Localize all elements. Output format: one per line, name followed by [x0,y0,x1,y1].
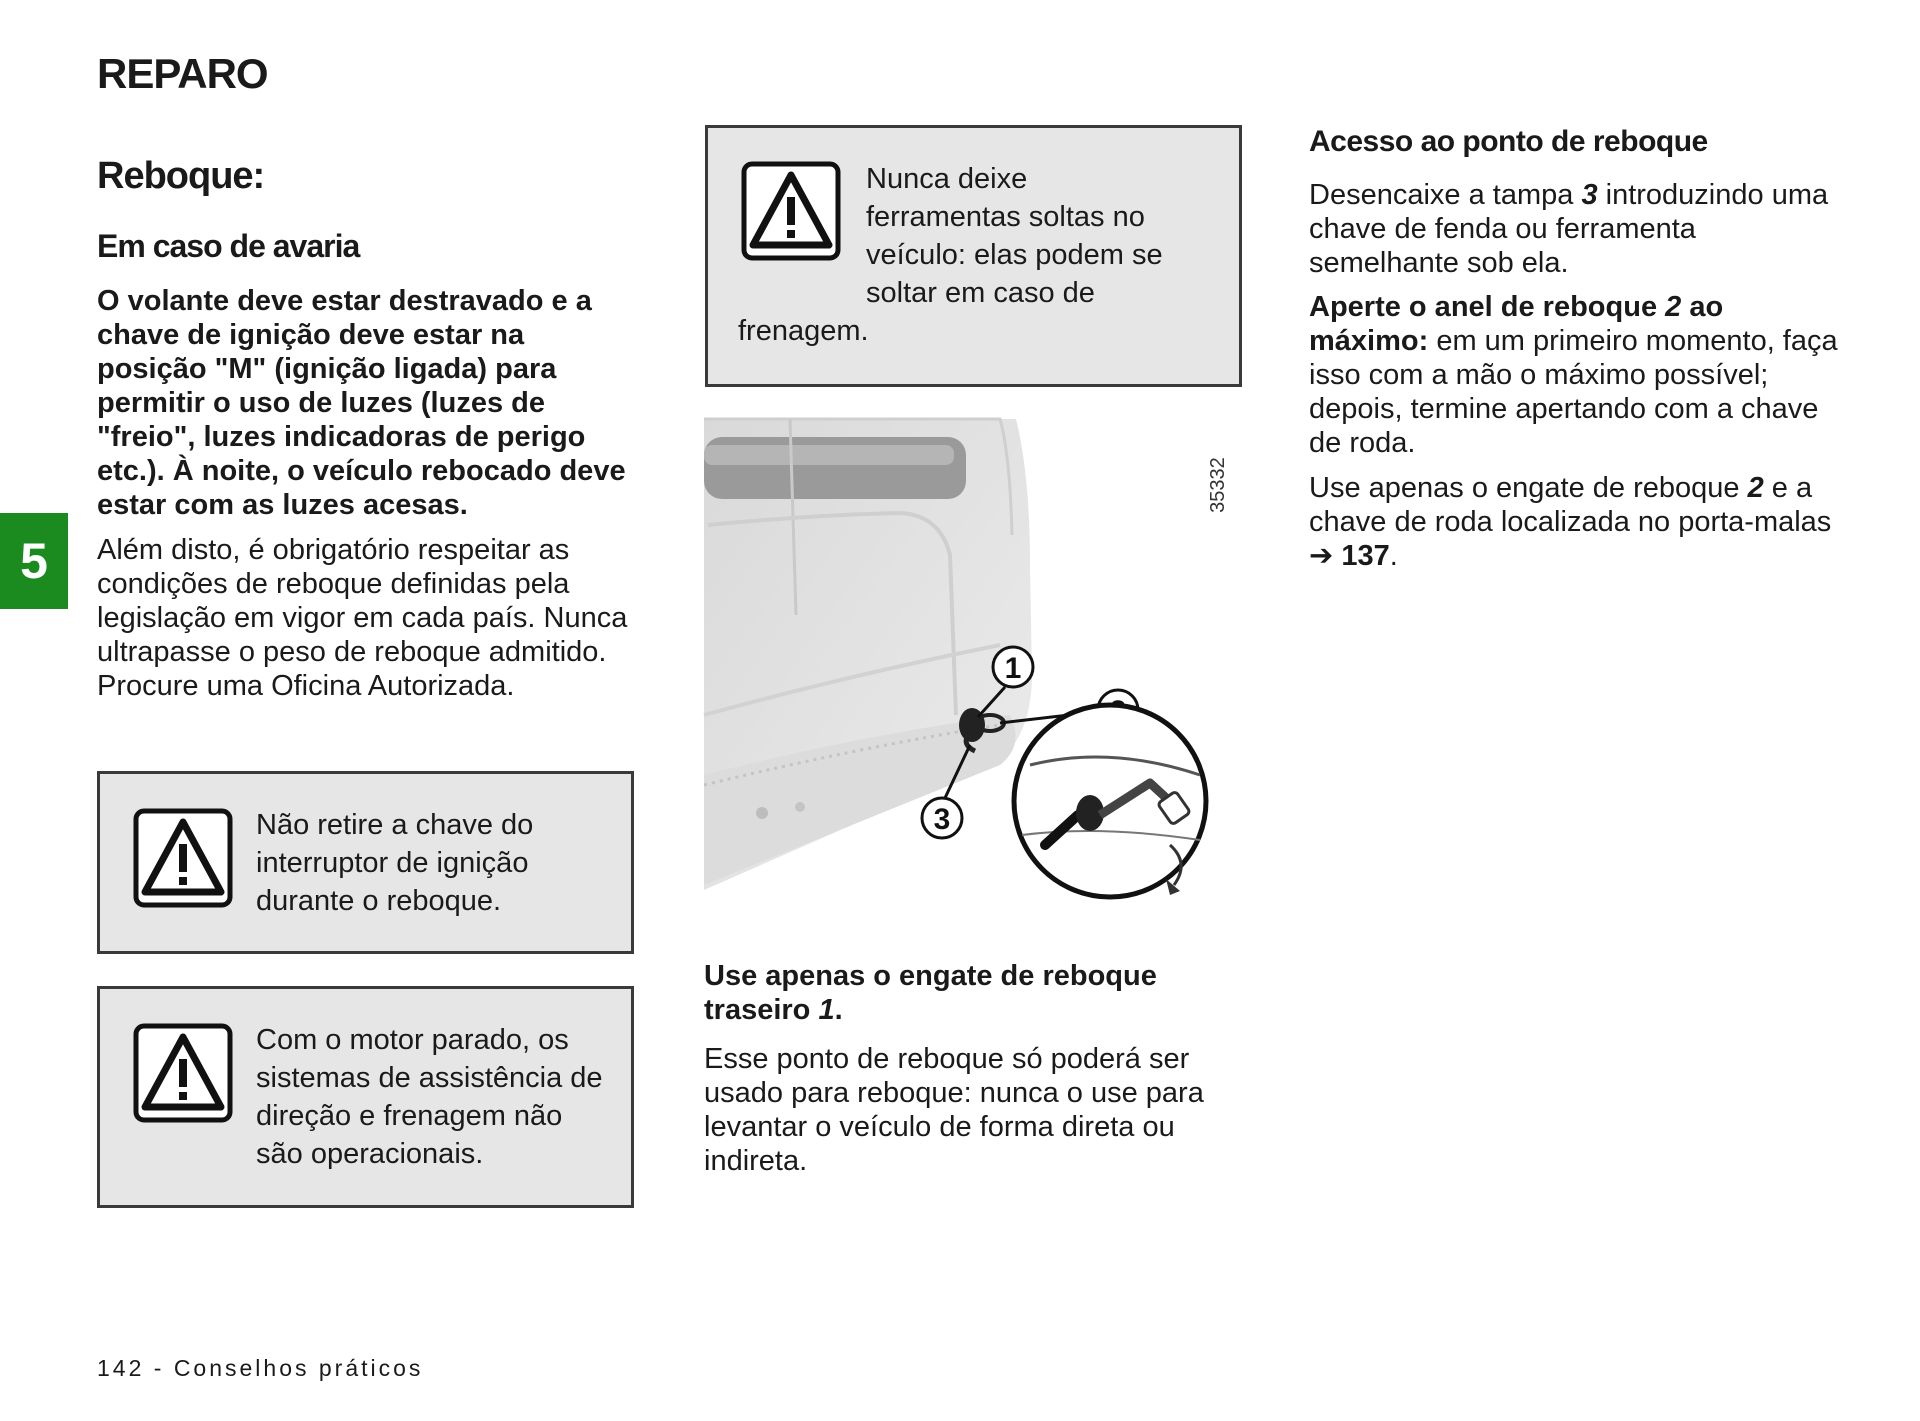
bold-instructions: O volante deve estar destravado e a chave de ignição deve estar na posição "M" (ignição ligada) para permitir o uso de luzes (luzes de "freio", luzes indicadoras de perigo etc.). À noite, o veículo rebocado deve estar com as luzes acesas. [97,285,626,521]
warning-box-motor [97,986,634,1208]
caption-text: Use apenas o engate de reboque traseiro [704,960,1157,1026]
callout-label: 3 [933,803,951,836]
page-footer: 142 - Conselhos práticos [97,1355,424,1381]
warning-box-ignition [97,771,634,954]
access-paragraph-3 [1309,471,1849,573]
warning-triangle-icon [741,161,841,261]
page-ref-link[interactable]: 137 [1341,540,1390,572]
ref-2: 2 [1747,472,1764,504]
warning-triangle-icon [133,808,233,908]
text: em um primeiro momento, faça isso com a mão o máximo possível; depois, termine apertando com a chave de roda. [1309,325,1838,459]
text: . [1389,540,1398,572]
warning-box-tools [705,125,1242,387]
warning-text-ignition: Não retire a chave do interruptor de ignição durante o reboque. [256,809,534,917]
tow-usage-paragraph: Esse ponto de reboque só poderá ser usado para reboque: nunca o use para levantar o veículo de forma direta ou indireta. [704,1043,1204,1177]
access-paragraph-2 [1309,290,1849,460]
warning-text-tools-line: ferramentas soltas no [866,201,1145,233]
text: e a chave de roda localizada no porta-malas [1309,472,1832,538]
ref-3: 3 [1581,179,1598,211]
section-title: REPARO [97,50,268,97]
page-ref-arrow-icon: ➔ [1309,540,1334,572]
tow-hook-illustration [700,415,1240,935]
page-title: Reboque: [97,155,265,197]
figure-code: 35332 [1207,457,1229,513]
access-paragraph-1 [1309,178,1849,280]
tow-caption-bold [704,959,1244,1027]
caption-end: . [834,994,843,1026]
callout-label: 1 [1004,652,1022,685]
ref-2: 2 [1665,291,1682,323]
subtitle: Em caso de avaria [97,228,360,264]
warning-text-tools-line: soltar em caso de [866,277,1095,309]
warning-text-tools-line: veículo: elas podem se [866,239,1163,271]
text: Use apenas o engate de reboque [1309,472,1748,504]
warning-triangle-icon [133,1023,233,1123]
text: introduzindo uma chave de fenda ou ferramenta semelhante sob ela. [1309,179,1829,279]
text: ao máximo: [1309,291,1724,357]
chapter-tab[interactable]: 5 [0,513,68,609]
warning-text-motor: Com o motor parado, os sistemas de assistência de direção e frenagem não são operacionais. [256,1024,603,1170]
regulation-paragraph: Além disto, é obrigatório respeitar as condições de reboque definidas pela legislação em vigor em cada país. Nunca ultrapasse o peso de reboque admitido. Procure uma Oficina Autorizada. [97,534,628,702]
warning-text-tools-line: Nunca deixe [866,163,1028,195]
caption-ref: 1 [818,994,835,1026]
text: Desencaixe a tampa [1309,179,1582,211]
access-heading: Acesso ao ponto de reboque [1309,125,1708,158]
warning-text-tools-line: frenagem. [738,315,869,347]
text: Aperte o anel de reboque [1309,291,1666,323]
